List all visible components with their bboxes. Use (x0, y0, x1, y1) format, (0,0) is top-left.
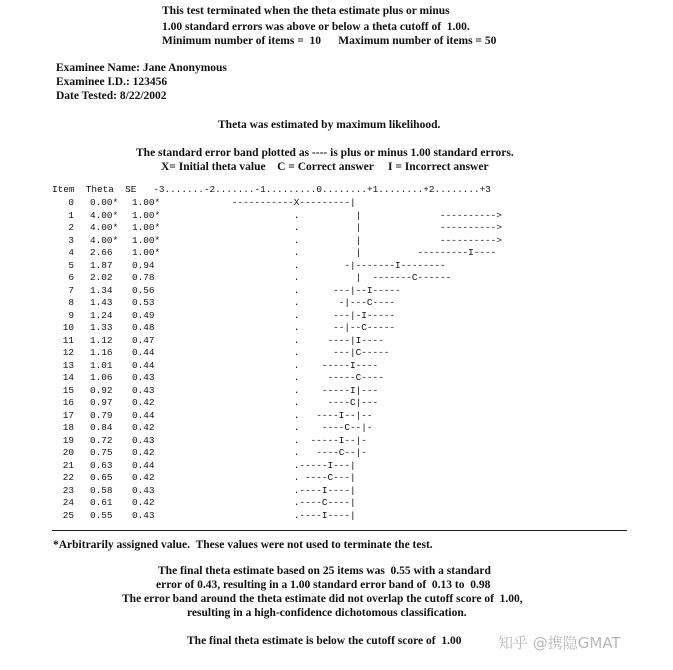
se-value: 0.44 (132, 409, 155, 421)
theta-value: 4.00* (90, 222, 119, 233)
item-number: 20 (62, 447, 74, 458)
theta-value: 1.01 (90, 359, 113, 371)
item-number: 10 (62, 322, 74, 333)
item-number: 16 (62, 397, 74, 408)
error-band-plot: . ----C|--- (170, 397, 379, 408)
termination-rule-line-2: 1.00 standard errors was above or below a theta cutoff of 1.00. (162, 21, 470, 33)
item-number: 9 (68, 309, 74, 321)
se-value: 0.42 (132, 422, 155, 433)
se-value: 0.48 (132, 322, 155, 333)
item-number: 4 (68, 247, 74, 258)
error-band-plot: . -|-------I-------- (170, 259, 446, 271)
error-band-plot: . | ----------> (170, 209, 502, 221)
item-number: 24 (62, 497, 74, 508)
item-number: 25 (62, 509, 74, 521)
footnote: *Arbitrarily assigned value. These values were not used to terminate the test. (53, 539, 433, 551)
se-value: 1.00* (132, 234, 161, 246)
item-number: 7 (68, 284, 74, 296)
item-number: 17 (62, 409, 74, 421)
se-value: 0.43 (132, 484, 155, 496)
termination-rule-line-1: This test terminated when the theta estimate plus or minus (162, 5, 450, 17)
theta-value: 0.92 (90, 384, 113, 396)
item-number: 22 (62, 472, 74, 483)
se-value: 0.53 (132, 297, 155, 308)
error-band-plot: . | ----------> (170, 234, 502, 246)
theta-value: 4.00* (90, 234, 119, 246)
table-header: Item Theta SE -3.......-2.......-1.........0........+1........+2........+3 (52, 184, 491, 195)
item-number: 3 (68, 234, 74, 246)
se-value: 0.56 (132, 284, 155, 296)
theta-value: 0.75 (90, 447, 113, 458)
legend-line: X= Initial theta value C = Correct answer I = Incorrect answer (161, 161, 489, 173)
theta-value: 0.00* (90, 197, 119, 208)
error-band-plot: -----------X---------| (170, 197, 356, 208)
theta-value: 1.16 (90, 347, 113, 358)
error-band-plot: . -----I--|- (170, 434, 367, 446)
theta-value: 1.33 (90, 322, 113, 333)
theta-value: 4.00* (90, 209, 119, 221)
error-band-plot: . -----C---- (170, 372, 384, 383)
item-number: 21 (62, 459, 74, 471)
item-limits-line: Minimum number of items = 10 Maximum number of items = 50 (162, 35, 497, 47)
error-band-plot: . ----C--|- (170, 422, 373, 433)
final-summary-line-4: resulting in a high-confidence dichotomous classification. (187, 607, 467, 619)
error-band-plot: . | ----------> (170, 222, 502, 233)
se-value: 0.42 (132, 472, 155, 483)
error-band-plot: .----I----| (170, 509, 356, 521)
theta-value: 1.24 (90, 309, 113, 321)
se-value: 0.42 (132, 397, 155, 408)
error-band-plot: . ----C--|- (170, 447, 367, 458)
examinee-id: Examinee I.D.: 123456 (56, 76, 168, 88)
item-number: 18 (62, 422, 74, 433)
theta-value: 0.58 (90, 484, 113, 496)
final-summary-line-2: error of 0.43, resulting in a 1.00 standard error band of 0.13 to 0.98 (156, 579, 491, 591)
se-value: 0.43 (132, 434, 155, 446)
theta-value: 1.06 (90, 372, 113, 383)
se-value: 0.78 (132, 272, 155, 283)
se-value: 0.49 (132, 309, 155, 321)
theta-value: 0.63 (90, 459, 113, 471)
error-band-plot: . ---|--I----- (170, 284, 401, 296)
theta-value: 1.34 (90, 284, 113, 296)
item-number: 11 (62, 334, 74, 346)
item-number: 5 (68, 259, 74, 271)
error-band-plot: .-----I---| (170, 459, 356, 471)
se-value: 1.00* (132, 209, 161, 221)
error-band-plot: .----I----| (170, 484, 356, 496)
error-band-plot: . --|--C----- (170, 322, 396, 333)
item-number: 15 (62, 384, 74, 396)
se-value: 1.00* (132, 247, 161, 258)
se-value: 1.00* (132, 222, 161, 233)
item-number: 13 (62, 359, 74, 371)
error-band-plot: .----C----| (170, 497, 356, 508)
theta-value: 2.66 (90, 247, 113, 258)
theta-value: 0.61 (90, 497, 113, 508)
theta-value: 0.72 (90, 434, 113, 446)
item-number: 0 (68, 197, 74, 208)
estimation-method: Theta was estimated by maximum likelihood. (218, 119, 441, 131)
theta-value: 0.79 (90, 409, 113, 421)
theta-value: 0.65 (90, 472, 113, 483)
error-band-plot: . ---|-I----- (170, 309, 396, 321)
se-value: 0.43 (132, 384, 155, 396)
item-number: 6 (68, 272, 74, 283)
item-number: 2 (68, 222, 74, 233)
watermark: 知乎 @携隐GMAT (498, 634, 621, 652)
divider-line (52, 530, 627, 531)
error-band-plot: . ----|I---- (170, 334, 384, 346)
item-number: 14 (62, 372, 74, 383)
theta-value: 1.87 (90, 259, 113, 271)
error-band-plot: . ----C---| (170, 472, 356, 483)
theta-value: 0.55 (90, 509, 113, 521)
examinee-name: Examinee Name: Jane Anonymous (56, 62, 227, 74)
error-band-plot: . ----I--|-- (170, 409, 373, 421)
final-summary-line-1: The final theta estimate based on 25 items was 0.55 with a standard (158, 565, 491, 577)
se-value: 1.00* (132, 197, 161, 208)
se-value: 0.44 (132, 359, 155, 371)
band-description: The standard error band plotted as ---- is plus or minus 1.00 standard errors. (136, 147, 514, 159)
item-number: 8 (68, 297, 74, 308)
se-value: 0.43 (132, 372, 155, 383)
date-tested: Date Tested: 8/22/2002 (56, 90, 167, 102)
se-value: 0.42 (132, 497, 155, 508)
se-value: 0.94 (132, 259, 155, 271)
se-value: 0.44 (132, 459, 155, 471)
se-value: 0.47 (132, 334, 155, 346)
se-value: 0.44 (132, 347, 155, 358)
error-band-plot: . ---|C----- (170, 347, 390, 358)
item-number: 12 (62, 347, 74, 358)
final-conclusion: The final theta estimate is below the cutoff score of 1.00 (187, 635, 462, 647)
item-number: 19 (62, 434, 74, 446)
theta-value: 0.84 (90, 422, 113, 433)
theta-value: 2.02 (90, 272, 113, 283)
error-band-plot: . | ---------I---- (170, 247, 497, 258)
error-band-plot: . -|---C---- (170, 297, 396, 308)
theta-value: 1.43 (90, 297, 113, 308)
theta-value: 1.12 (90, 334, 113, 346)
se-value: 0.42 (132, 447, 155, 458)
final-summary-line-3: The error band around the theta estimate did not overlap the cutoff score of 1.00, (122, 593, 523, 605)
error-band-plot: . -----I|--- (170, 384, 379, 396)
error-band-plot: . -----I---- (170, 359, 379, 371)
item-number: 23 (62, 484, 74, 496)
item-number: 1 (68, 209, 74, 221)
theta-value: 0.97 (90, 397, 113, 408)
se-value: 0.43 (132, 509, 155, 521)
error-band-plot: . | -------C------ (170, 272, 452, 283)
